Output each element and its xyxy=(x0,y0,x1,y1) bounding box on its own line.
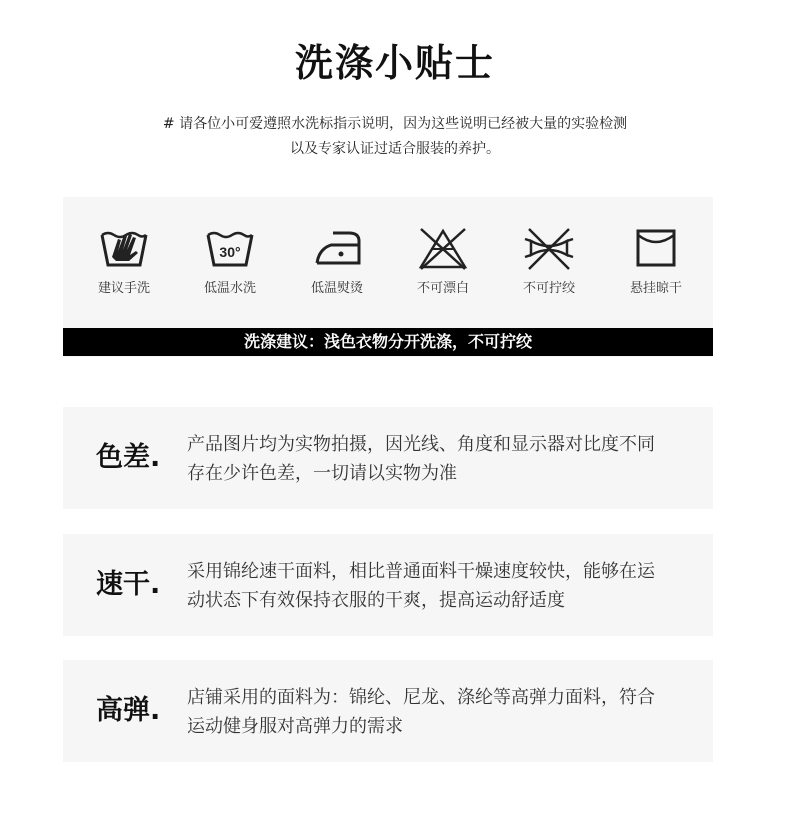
care-label: 建议手洗 xyxy=(97,281,150,296)
feature-title: 速干. xyxy=(96,569,161,600)
care-label: 低温熨烫 xyxy=(310,281,363,296)
page-title: 洗涤小贴士 xyxy=(294,41,495,85)
feature-color-difference xyxy=(63,407,713,509)
intro-text xyxy=(0,112,790,162)
care-label: 不可漂白 xyxy=(416,281,469,296)
care-item-hang-dry xyxy=(603,225,709,315)
hang-dry-icon xyxy=(628,225,684,271)
no-bleach-icon xyxy=(415,225,471,271)
wash-30-icon xyxy=(202,225,258,271)
care-item-iron-low xyxy=(284,225,390,315)
feature-line: 采用锦纶速干面料，相比普通面料干燥速度较快，能够在运 xyxy=(187,561,655,582)
intro-line-2: 以及专家认证过适合服装的养护。 xyxy=(290,141,500,157)
care-item-no-wring xyxy=(496,225,602,315)
care-item-wash-30 xyxy=(177,225,283,315)
no-wring-icon xyxy=(521,225,577,271)
care-item-hand-wash xyxy=(71,225,177,315)
feature-line: 存在少许色差，一切请以实物为准 xyxy=(187,463,457,484)
wash-temperature: 30° xyxy=(219,244,241,260)
feature-description xyxy=(187,557,707,615)
care-icon-row xyxy=(63,225,713,315)
feature-line: 产品图片均为实物拍摄，因光线、角度和显示器对比度不同 xyxy=(187,434,655,455)
care-label: 悬挂晾干 xyxy=(629,281,682,296)
care-advice-banner: 洗涤建议：浅色衣物分开洗涤，不可拧绞 xyxy=(63,328,713,356)
care-item-no-bleach xyxy=(390,225,496,315)
hand-wash-icon xyxy=(96,225,152,271)
feature-title: 高弹. xyxy=(96,695,161,726)
intro-line-1: # 请各位小可爱遵照水洗标指示说明，因为这些说明已经被大量的实验检测 xyxy=(162,116,628,132)
feature-high-elasticity xyxy=(63,660,713,762)
care-instructions-panel xyxy=(63,197,713,357)
feature-description xyxy=(187,430,707,488)
iron-low-icon xyxy=(309,225,365,271)
feature-line: 动状态下有效保持衣服的干爽，提高运动舒适度 xyxy=(187,590,565,611)
care-label: 低温水洗 xyxy=(203,281,256,296)
feature-title: 色差. xyxy=(96,442,161,473)
feature-line: 运动健身服对高弹力的需求 xyxy=(187,716,403,737)
care-label: 不可拧绞 xyxy=(522,281,575,296)
feature-quick-dry xyxy=(63,534,713,636)
feature-description xyxy=(187,683,707,741)
feature-line: 店铺采用的面料为：锦纶、尼龙、涤纶等高弹力面料，符合 xyxy=(187,687,655,708)
